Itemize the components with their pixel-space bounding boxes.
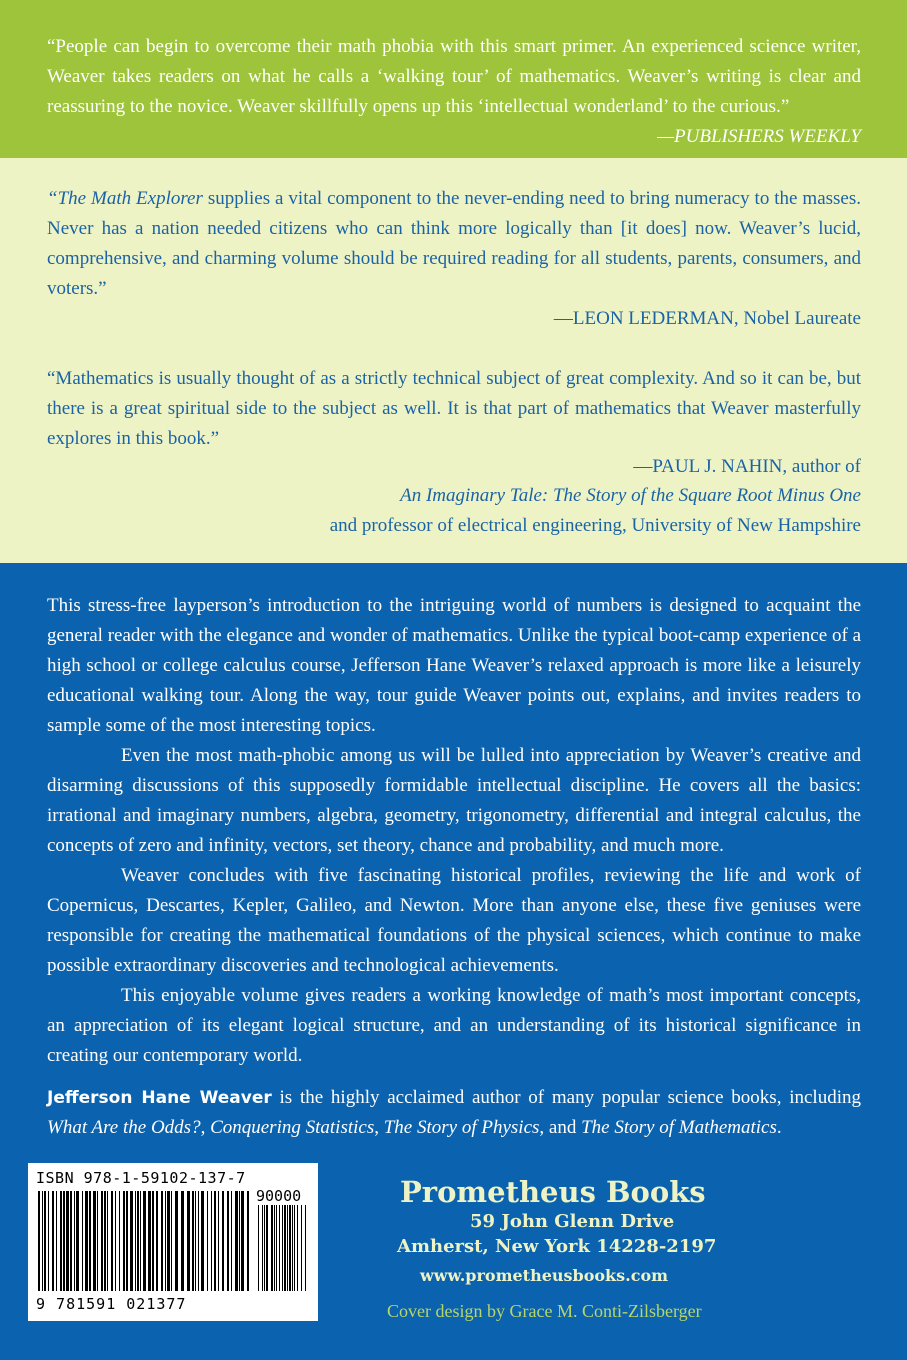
description-paragraph-3: Weaver concludes with five fascinating historical profiles, reviewing the life and work of Copernicus, Descartes, Kepler, Galileo, and Newton. More than anyone else, these five geniuses were responsible for creating the mathematical foundations of the physical sciences, which continue to make possible extraordinary discoveries and technological achievements. (47, 865, 861, 976)
barcode-bar (89, 1191, 91, 1291)
barcode-addon-bar (289, 1205, 291, 1291)
barcode-addon-bar (292, 1205, 293, 1291)
barcode-addon-bar (305, 1205, 306, 1291)
barcode-bar (140, 1191, 141, 1291)
publisher-website[interactable]: www.prometheusbooks.com (420, 1266, 669, 1285)
quote-lederman-text: supplies a vital component to the never-ending need to bring numeracy to the masses. Never has a nation needed citizens who can think more logically than [it does] now. Weaver’s lucid, comprehensive, and charming volume should be required reading for all students, parents, consumers, and voters.” (47, 188, 861, 299)
author-name: Jefferson Hane Weaver (47, 1088, 272, 1108)
barcode-bar (152, 1191, 154, 1291)
isbn-number: ISBN 978-1-59102-137-7 (36, 1169, 246, 1187)
barcode-bar (175, 1191, 178, 1291)
barcode-bar (211, 1191, 212, 1291)
barcode-bars (36, 1191, 310, 1295)
barcode-bar (165, 1191, 166, 1291)
barcode-bar (82, 1191, 83, 1291)
barcode-bar (107, 1191, 108, 1291)
barcode-bar (137, 1191, 139, 1291)
barcode-bar (239, 1191, 240, 1291)
description-paragraph-4: This enjoyable volume gives readers a working knowledge of math’s most important concepts, an appreciation of its elegant logical structure, and an understanding of its historical significance in creating our contemporary world. (47, 985, 861, 1066)
publisher-street: 59 John Glenn Drive (470, 1211, 675, 1232)
cover-design-credit: Cover design by Grace M. Conti-Zilsberger (387, 1301, 702, 1321)
barcode-bar (167, 1191, 170, 1291)
barcode-bar (119, 1191, 120, 1291)
barcode-addon-bar (258, 1205, 259, 1291)
quote-publishers-weekly: “People can begin to overcome their math phobia with this smart primer. An experienced science writer, Weaver takes readers on what he calls a ‘walking tour’ of mathematics. Weaver’s writing is clear and reassuring to the novice. Weaver skillfully opens up this ‘intellectual wonderland’ to the curious.” (47, 36, 861, 117)
barcode-bar (207, 1191, 208, 1291)
barcode-bar (235, 1191, 238, 1291)
publisher-name: Prometheus Books (400, 1175, 706, 1209)
barcode-bar (111, 1191, 113, 1291)
barcode-bar (63, 1191, 65, 1291)
quote-lederman (47, 184, 861, 304)
barcode-bar (48, 1191, 49, 1291)
quote-nahin: “Mathematics is usually thought of as a strictly technical subject of great complexity. And so it can be, but there is a great spiritual side to the subject as well. It is that part of mathematics that Weaver masterfully explores in this book.” (47, 368, 861, 449)
barcode-bar (42, 1191, 43, 1291)
barcode-bar (198, 1191, 199, 1291)
barcode-bar (115, 1191, 116, 1291)
quote-nahin-attribution-line3: and professor of electrical engineering, University of New Hampshire (329, 515, 861, 536)
author-book-1: What Are the Odds? (47, 1117, 201, 1138)
author-sep-2: , (374, 1117, 384, 1138)
barcode-addon-bar (287, 1205, 288, 1291)
isbn-barcode (28, 1163, 318, 1321)
barcode-bar (130, 1191, 133, 1291)
barcode-bar (60, 1191, 62, 1291)
quote-lederman-book-title: “The Math Explorer (47, 188, 203, 209)
barcode-bar (192, 1191, 194, 1291)
barcode-digits: 9 781591 021377 (36, 1295, 187, 1313)
barcode-bar (171, 1191, 172, 1291)
barcode-bar (70, 1191, 72, 1291)
barcode-bar (143, 1191, 146, 1291)
barcode-bar (218, 1191, 219, 1291)
description-paragraph-1: This stress-free layperson’s introduction to the intriguing world of numbers is designed to acquaint the general reader with the elegance and wonder of mathematics. Unlike the typical boot-camp experience of a high school or college calculus course, Jefferson Hane Weaver’s relaxed approach is more like a leisurely educational walking tour. Along the way, tour guide Weaver points out, explains, and invites readers to sample some of the most interesting topics. (47, 595, 861, 736)
barcode-bar (148, 1191, 151, 1291)
barcode-bar (56, 1191, 57, 1291)
author-bio-end: . (776, 1117, 782, 1138)
barcode-addon-bar (274, 1205, 275, 1291)
barcode-addon-bar (294, 1205, 295, 1291)
barcode-bar (241, 1191, 244, 1291)
barcode-bar (181, 1191, 184, 1291)
barcode-bar (214, 1191, 216, 1291)
publisher-city: Amherst, New York 14228-2197 (397, 1236, 717, 1257)
author-bio-text: is the highly acclaimed author of many popular science books, including (271, 1087, 861, 1108)
barcode-bar (195, 1191, 196, 1291)
barcode-bar (74, 1191, 75, 1291)
barcode-addon-bar (282, 1205, 283, 1291)
barcode-bar (222, 1191, 224, 1291)
barcode-bar (38, 1191, 40, 1291)
barcode-bar (227, 1191, 229, 1291)
barcode-bar (126, 1191, 128, 1291)
barcode-bar (201, 1191, 204, 1291)
barcode-bar (247, 1191, 249, 1291)
barcode-addon-bar (276, 1205, 277, 1291)
barcode-bar (161, 1191, 163, 1291)
barcode-addon-bar (301, 1205, 302, 1291)
quote-publishers-weekly-attribution: —PUBLISHERS WEEKLY (657, 126, 861, 147)
price-code: 90000 (256, 1187, 302, 1205)
barcode-addon-bar (264, 1205, 265, 1291)
barcode-bar (156, 1191, 158, 1291)
quote-nahin-attribution-book: An Imaginary Tale: The Story of the Square Root Minus One (400, 485, 861, 506)
author-bio (47, 1083, 861, 1143)
quote-nahin-attribution-line1: —PAUL J. NAHIN, author of (633, 456, 861, 477)
barcode-bar (52, 1191, 54, 1291)
barcode-addon-bar (284, 1205, 286, 1291)
barcode-addon-bar (279, 1205, 280, 1291)
barcode-bar (44, 1191, 46, 1291)
barcode-bar (85, 1191, 88, 1291)
barcode-bar (76, 1191, 79, 1291)
barcode-addon-bar (266, 1205, 268, 1291)
author-book-2: Conquering Statistics (210, 1117, 375, 1138)
author-book-4: The Story of Mathematics (581, 1117, 777, 1138)
quote-lederman-attribution: —LEON LEDERMAN, Nobel Laureate (553, 308, 861, 329)
barcode-bar (231, 1191, 232, 1291)
author-book-3: The Story of Physics (383, 1117, 540, 1138)
barcode-bar (101, 1191, 103, 1291)
barcode-addon-bar (297, 1205, 298, 1291)
barcode-addon-bar (262, 1205, 263, 1291)
barcode-bar (97, 1191, 98, 1291)
barcode-bar (135, 1191, 136, 1291)
author-sep-3: , and (539, 1117, 582, 1138)
description-paragraph-2: Even the most math-phobic among us will be lulled into appreciation by Weaver’s creative and disarming discussions of this supposedly formidable intellectual discipline. He covers all the basics: irrational and imaginary numbers, algebra, geometry, trigonometry, differential and integral calculus, the concepts of zero and infinity, vectors, set theory, chance and probability, and much more. (47, 745, 861, 856)
barcode-bar (187, 1191, 190, 1291)
author-sep-1: , (200, 1117, 211, 1138)
book-description (47, 591, 861, 1071)
barcode-addon-bar (271, 1205, 273, 1291)
barcode-bar (123, 1191, 125, 1291)
barcode-bar (104, 1191, 106, 1291)
barcode-bar (66, 1191, 69, 1291)
barcode-bar (93, 1191, 96, 1291)
